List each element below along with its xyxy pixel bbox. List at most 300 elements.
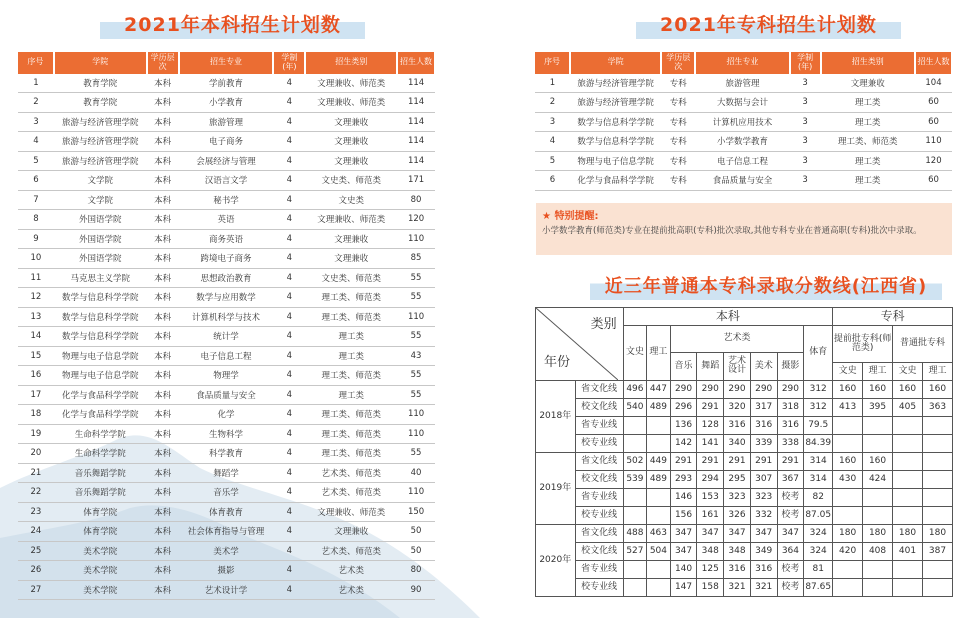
table-cell: 理工类 xyxy=(821,151,915,171)
score-cell xyxy=(863,489,893,507)
table-cell: 文理兼收、师范类 xyxy=(305,93,397,113)
table-cell: 数学与信息科学学院 xyxy=(54,307,147,327)
table-cell: 理工类、师范类 xyxy=(305,288,397,308)
table-cell: 美术学院 xyxy=(54,580,147,600)
table-cell: 化学 xyxy=(179,405,274,425)
score-cell: 180 xyxy=(833,525,863,543)
table-cell: 12 xyxy=(18,288,54,308)
score-cell: 314 xyxy=(804,471,833,489)
score-cell: 489 xyxy=(647,471,671,489)
table-cell: 文史类 xyxy=(305,190,397,210)
table-cell: 外国语学院 xyxy=(54,229,147,249)
table-cell: 4 xyxy=(273,210,305,230)
table-cell: 4 xyxy=(273,93,305,113)
table-cell: 音乐学 xyxy=(179,483,274,503)
table-row xyxy=(535,132,952,152)
score-cell: 290 xyxy=(670,381,697,399)
column-header: 学制(年) xyxy=(790,52,821,74)
table-cell: 电子信息工程 xyxy=(179,346,274,366)
table-row xyxy=(18,541,435,561)
score-cell: 校考 xyxy=(777,507,804,525)
table-cell: 4 xyxy=(273,151,305,171)
score-row xyxy=(536,561,953,579)
table-cell: 60 xyxy=(915,112,952,132)
table-row xyxy=(18,424,435,444)
table-cell: 食品质量与安全 xyxy=(695,171,789,191)
table-cell: 4 xyxy=(273,424,305,444)
score-cell: 296 xyxy=(670,399,697,417)
table-cell: 8 xyxy=(18,210,54,230)
score-cell xyxy=(623,561,647,579)
score-cell: 153 xyxy=(697,489,724,507)
score-cell xyxy=(893,435,923,453)
table-cell: 4 xyxy=(273,190,305,210)
score-cell: 291 xyxy=(670,453,697,471)
score-cell: 316 xyxy=(724,417,751,435)
table-cell: 物理与电子信息学院 xyxy=(54,346,147,366)
table-cell: 汉语言文学 xyxy=(179,171,274,191)
bachelor-plan-title: 2021年本科招生计划数 xyxy=(100,8,365,39)
table-cell: 9 xyxy=(18,229,54,249)
table-cell: 本科 xyxy=(147,132,179,152)
corner-year: 年份 xyxy=(544,355,571,371)
table-cell: 外国语学院 xyxy=(54,249,147,269)
table-cell: 3 xyxy=(535,112,570,132)
table-cell: 6 xyxy=(535,171,570,191)
table-cell: 本科 xyxy=(147,74,179,93)
table-cell: 4 xyxy=(273,483,305,503)
score-cell: 290 xyxy=(724,381,751,399)
year-cell: 2019年 xyxy=(536,453,576,525)
score-cell xyxy=(647,561,671,579)
score-cell xyxy=(623,489,647,507)
table-cell: 24 xyxy=(18,522,54,542)
table-row xyxy=(535,93,952,113)
junior-plan-title: 2021年专科招生计划数 xyxy=(636,8,901,39)
table-row xyxy=(18,463,435,483)
table-cell: 物理与电子信息学院 xyxy=(54,366,147,386)
table-cell: 22 xyxy=(18,483,54,503)
table-row xyxy=(18,502,435,522)
table-cell: 体育学院 xyxy=(54,502,147,522)
score-cell xyxy=(863,435,893,453)
score-cell: 160 xyxy=(833,381,863,399)
score-cell: 146 xyxy=(670,489,697,507)
line-type-cell: 校文化线 xyxy=(575,399,623,417)
table-cell: 15 xyxy=(18,346,54,366)
table-cell: 文学院 xyxy=(54,171,147,191)
table-cell: 文理兼收 xyxy=(305,112,397,132)
table-cell: 110 xyxy=(397,229,435,249)
table-cell: 数学与信息科学学院 xyxy=(54,288,147,308)
table-cell: 数学与信息科学学院 xyxy=(54,327,147,347)
score-cell: 363 xyxy=(922,399,952,417)
corner-cell xyxy=(536,308,624,381)
table-cell: 舞蹈学 xyxy=(179,463,274,483)
score-cell xyxy=(922,579,952,597)
table-cell: 美术学 xyxy=(179,541,274,561)
score-cell xyxy=(623,417,647,435)
score-cell: 87.05 xyxy=(804,507,833,525)
table-row xyxy=(18,132,435,152)
column-header: 学历层次 xyxy=(661,52,695,74)
table-cell: 4 xyxy=(273,307,305,327)
table-cell: 4 xyxy=(273,171,305,191)
table-cell: 理工类、师范类 xyxy=(305,444,397,464)
table-row xyxy=(18,366,435,386)
score-cell: 347 xyxy=(724,525,751,543)
score-cell: 312 xyxy=(804,399,833,417)
table-cell: 理工类 xyxy=(305,327,397,347)
column-header: 学历层次 xyxy=(147,52,179,74)
score-cell: 290 xyxy=(750,381,777,399)
table-cell: 商务英语 xyxy=(179,229,274,249)
table-cell: 旅游与经济管理学院 xyxy=(54,112,147,132)
table-cell: 4 xyxy=(273,366,305,386)
table-cell: 本科 xyxy=(147,288,179,308)
table-cell: 171 xyxy=(397,171,435,191)
score-cell: 420 xyxy=(833,543,863,561)
table-cell: 文理兼收 xyxy=(305,522,397,542)
score-cell: 125 xyxy=(697,561,724,579)
table-cell: 文理兼收 xyxy=(305,229,397,249)
score-cell: 321 xyxy=(724,579,751,597)
score-cell: 347 xyxy=(750,525,777,543)
table-cell: 16 xyxy=(18,366,54,386)
table-row xyxy=(18,346,435,366)
column-header: 招生专业 xyxy=(695,52,789,74)
score-cell: 290 xyxy=(777,381,804,399)
table-cell: 美术学院 xyxy=(54,561,147,581)
table-cell: 生物科学 xyxy=(179,424,274,444)
table-cell: 4 xyxy=(273,463,305,483)
line-type-cell: 校专业线 xyxy=(575,579,623,597)
table-cell: 化学与食品科学学院 xyxy=(54,385,147,405)
table-cell: 理工类、师范类 xyxy=(821,132,915,152)
table-cell: 3 xyxy=(790,132,821,152)
table-cell: 本科 xyxy=(147,268,179,288)
table-cell: 生命科学学院 xyxy=(54,444,147,464)
column-header: 序号 xyxy=(18,52,54,74)
normal-wen-header: 文史 xyxy=(893,363,923,381)
table-cell: 本科 xyxy=(147,151,179,171)
score-cell: 158 xyxy=(697,579,724,597)
notice-title: ★ 特别提醒: xyxy=(542,211,599,222)
score-cell: 160 xyxy=(863,381,893,399)
score-cell: 291 xyxy=(777,453,804,471)
table-cell: 4 xyxy=(18,132,54,152)
table-cell: 美术学院 xyxy=(54,541,147,561)
score-cell: 320 xyxy=(724,399,751,417)
score-cell: 326 xyxy=(724,507,751,525)
score-cell: 79.5 xyxy=(804,417,833,435)
junior-header: 专科 xyxy=(833,308,953,326)
table-cell: 数学与信息科学学院 xyxy=(570,132,661,152)
table-row xyxy=(18,190,435,210)
score-cell: 324 xyxy=(804,543,833,561)
score-cell: 367 xyxy=(777,471,804,489)
table-cell: 外国语学院 xyxy=(54,210,147,230)
score-cell xyxy=(833,579,863,597)
table-cell: 本科 xyxy=(147,405,179,425)
table-cell: 艺术类 xyxy=(305,580,397,600)
table-cell: 小学教育 xyxy=(179,93,274,113)
score-cell: 488 xyxy=(623,525,647,543)
table-cell: 本科 xyxy=(147,424,179,444)
score-cell: 504 xyxy=(647,543,671,561)
table-cell: 4 xyxy=(273,112,305,132)
score-cell: 408 xyxy=(863,543,893,561)
table-cell: 电子商务 xyxy=(179,132,274,152)
score-cell xyxy=(833,417,863,435)
table-cell: 秘书学 xyxy=(179,190,274,210)
line-type-cell: 省文化线 xyxy=(575,453,623,471)
table-row xyxy=(18,151,435,171)
score-cell: 387 xyxy=(922,543,952,561)
table-cell: 音乐舞蹈学院 xyxy=(54,463,147,483)
table-cell: 化学与食品科学学院 xyxy=(54,405,147,425)
table-cell: 60 xyxy=(915,93,952,113)
score-cell xyxy=(893,417,923,435)
table-cell: 旅游管理 xyxy=(695,74,789,93)
table-cell: 本科 xyxy=(147,561,179,581)
table-cell: 思想政治教育 xyxy=(179,268,274,288)
table-cell: 18 xyxy=(18,405,54,425)
table-cell: 3 xyxy=(18,112,54,132)
admission-score-table xyxy=(535,307,953,597)
score-cell: 147 xyxy=(670,579,697,597)
table-cell: 英语 xyxy=(179,210,274,230)
table-cell: 55 xyxy=(397,366,435,386)
score-cell xyxy=(893,507,923,525)
score-cell: 160 xyxy=(833,453,863,471)
line-type-cell: 省专业线 xyxy=(575,417,623,435)
table-cell: 电子信息工程 xyxy=(695,151,789,171)
score-row xyxy=(536,471,953,489)
score-cell: 332 xyxy=(750,507,777,525)
year-cell: 2018年 xyxy=(536,381,576,453)
score-row xyxy=(536,525,953,543)
score-cell: 395 xyxy=(863,399,893,417)
score-cell: 339 xyxy=(750,435,777,453)
table-cell: 旅游与经济管理学院 xyxy=(570,93,661,113)
column-header: 学院 xyxy=(54,52,147,74)
table-cell: 文史类、师范类 xyxy=(305,171,397,191)
table-cell: 5 xyxy=(18,151,54,171)
score-cell: 347 xyxy=(670,543,697,561)
table-cell: 文理兼收 xyxy=(821,74,915,93)
table-cell: 60 xyxy=(915,171,952,191)
table-cell: 旅游与经济管理学院 xyxy=(570,74,661,93)
score-cell: 316 xyxy=(750,417,777,435)
score-cell: 128 xyxy=(697,417,724,435)
score-row xyxy=(536,399,953,417)
table-row xyxy=(535,112,952,132)
table-cell: 85 xyxy=(397,249,435,269)
table-cell: 50 xyxy=(397,522,435,542)
table-cell: 专科 xyxy=(661,112,695,132)
table-row xyxy=(18,74,435,93)
score-cell xyxy=(922,417,952,435)
table-cell: 23 xyxy=(18,502,54,522)
table-cell: 4 xyxy=(273,132,305,152)
table-row xyxy=(535,171,952,191)
score-cell: 401 xyxy=(893,543,923,561)
junior-plan-table xyxy=(535,52,953,191)
table-cell: 物理与电子信息学院 xyxy=(570,151,661,171)
table-cell: 数学与信息科学学院 xyxy=(570,112,661,132)
year-cell: 2020年 xyxy=(536,525,576,597)
table-cell: 25 xyxy=(18,541,54,561)
art-sub-fineart: 美术 xyxy=(750,352,777,380)
table-cell: 会展经济与管理 xyxy=(179,151,274,171)
table-cell: 摄影 xyxy=(179,561,274,581)
table-cell: 55 xyxy=(397,327,435,347)
art-sub-photo: 摄影 xyxy=(777,352,804,380)
table-cell: 艺术类、师范类 xyxy=(305,463,397,483)
notice-text: 小学数学教育(师范类)专业在提前批高职(专科)批次录取,其他专科专业在普通高职(专科)批次中录取。 xyxy=(542,226,922,236)
table-row xyxy=(18,327,435,347)
table-cell: 理工类 xyxy=(821,112,915,132)
score-cell: 161 xyxy=(697,507,724,525)
score-cell: 540 xyxy=(623,399,647,417)
score-cell: 291 xyxy=(750,453,777,471)
table-cell: 大数据与会计 xyxy=(695,93,789,113)
table-cell: 文理兼收、师范类 xyxy=(305,502,397,522)
table-cell: 食品质量与安全 xyxy=(179,385,274,405)
score-row xyxy=(536,435,953,453)
table-cell: 3 xyxy=(790,74,821,93)
table-cell: 文理兼收、师范类 xyxy=(305,210,397,230)
score-cell: 294 xyxy=(697,471,724,489)
score-cell xyxy=(647,579,671,597)
table-cell: 20 xyxy=(18,444,54,464)
table-cell: 文理兼收 xyxy=(305,151,397,171)
score-cell xyxy=(623,507,647,525)
table-cell: 旅游与经济管理学院 xyxy=(54,132,147,152)
table-cell: 学前教育 xyxy=(179,74,274,93)
table-cell: 114 xyxy=(397,132,435,152)
column-header: 招生人数 xyxy=(397,52,435,74)
score-cell: 180 xyxy=(863,525,893,543)
table-cell: 本科 xyxy=(147,249,179,269)
table-cell: 4 xyxy=(273,541,305,561)
column-header: 招生人数 xyxy=(915,52,952,74)
table-cell: 3 xyxy=(790,151,821,171)
column-header: 招生类别 xyxy=(821,52,915,74)
ligong-header: 理工 xyxy=(647,326,671,381)
table-cell: 3 xyxy=(790,93,821,113)
table-cell: 本科 xyxy=(147,171,179,191)
table-cell: 专科 xyxy=(661,74,695,93)
score-cell: 449 xyxy=(647,453,671,471)
table-cell: 2 xyxy=(18,93,54,113)
score-row xyxy=(536,489,953,507)
score-cell: 347 xyxy=(670,525,697,543)
table-cell: 音乐舞蹈学院 xyxy=(54,483,147,503)
table-cell: 文史类、师范类 xyxy=(305,268,397,288)
art-sub-music: 音乐 xyxy=(670,352,697,380)
line-type-cell: 省文化线 xyxy=(575,525,623,543)
score-cell xyxy=(647,489,671,507)
table-cell: 150 xyxy=(397,502,435,522)
score-cell: 291 xyxy=(724,453,751,471)
table-cell: 4 xyxy=(273,327,305,347)
table-cell: 本科 xyxy=(147,229,179,249)
table-cell: 理工类、师范类 xyxy=(305,405,397,425)
score-cell: 84.39 xyxy=(804,435,833,453)
score-cell: 502 xyxy=(623,453,647,471)
score-cell: 318 xyxy=(777,399,804,417)
score-cell: 321 xyxy=(750,579,777,597)
score-cell: 539 xyxy=(623,471,647,489)
table-cell: 专科 xyxy=(661,132,695,152)
table-cell: 4 xyxy=(273,385,305,405)
score-cell: 87.65 xyxy=(804,579,833,597)
art-header: 艺术类 xyxy=(670,326,804,353)
table-cell: 7 xyxy=(18,190,54,210)
table-cell: 4 xyxy=(273,268,305,288)
table-cell: 本科 xyxy=(147,444,179,464)
score-cell: 489 xyxy=(647,399,671,417)
score-cell: 校考 xyxy=(777,561,804,579)
table-cell: 13 xyxy=(18,307,54,327)
table-cell: 艺术类、师范类 xyxy=(305,541,397,561)
table-cell: 科学教育 xyxy=(179,444,274,464)
table-cell: 17 xyxy=(18,385,54,405)
line-type-cell: 省文化线 xyxy=(575,381,623,399)
score-cell: 348 xyxy=(697,543,724,561)
table-cell: 40 xyxy=(397,463,435,483)
table-cell: 110 xyxy=(397,405,435,425)
table-cell: 19 xyxy=(18,424,54,444)
table-row xyxy=(18,268,435,288)
table-row xyxy=(18,405,435,425)
table-cell: 55 xyxy=(397,268,435,288)
table-cell: 计算机科学与技术 xyxy=(179,307,274,327)
score-cell: 463 xyxy=(647,525,671,543)
score-cell: 527 xyxy=(623,543,647,561)
score-cell: 142 xyxy=(670,435,697,453)
table-cell: 4 xyxy=(273,502,305,522)
table-cell: 社会体育指导与管理 xyxy=(179,522,274,542)
column-header: 学制(年) xyxy=(273,52,305,74)
table-cell: 本科 xyxy=(147,307,179,327)
table-cell: 理工类、师范类 xyxy=(305,307,397,327)
table-cell: 本科 xyxy=(147,580,179,600)
score-cell: 校考 xyxy=(777,489,804,507)
score-cell: 338 xyxy=(777,435,804,453)
score-cell: 81 xyxy=(804,561,833,579)
score-row xyxy=(536,417,953,435)
score-cell: 364 xyxy=(777,543,804,561)
score-cell xyxy=(893,453,923,471)
table-cell: 文理兼收 xyxy=(305,132,397,152)
table-cell: 本科 xyxy=(147,346,179,366)
score-cell xyxy=(863,417,893,435)
table-cell: 55 xyxy=(397,385,435,405)
score-cell: 291 xyxy=(697,399,724,417)
table-cell: 5 xyxy=(535,151,570,171)
column-header: 学院 xyxy=(570,52,661,74)
score-cell: 160 xyxy=(922,381,952,399)
line-type-cell: 校专业线 xyxy=(575,507,623,525)
pe-header: 体育 xyxy=(804,326,833,381)
table-row xyxy=(18,112,435,132)
table-cell: 4 xyxy=(273,405,305,425)
table-row xyxy=(18,522,435,542)
table-cell: 数学与应用数学 xyxy=(179,288,274,308)
